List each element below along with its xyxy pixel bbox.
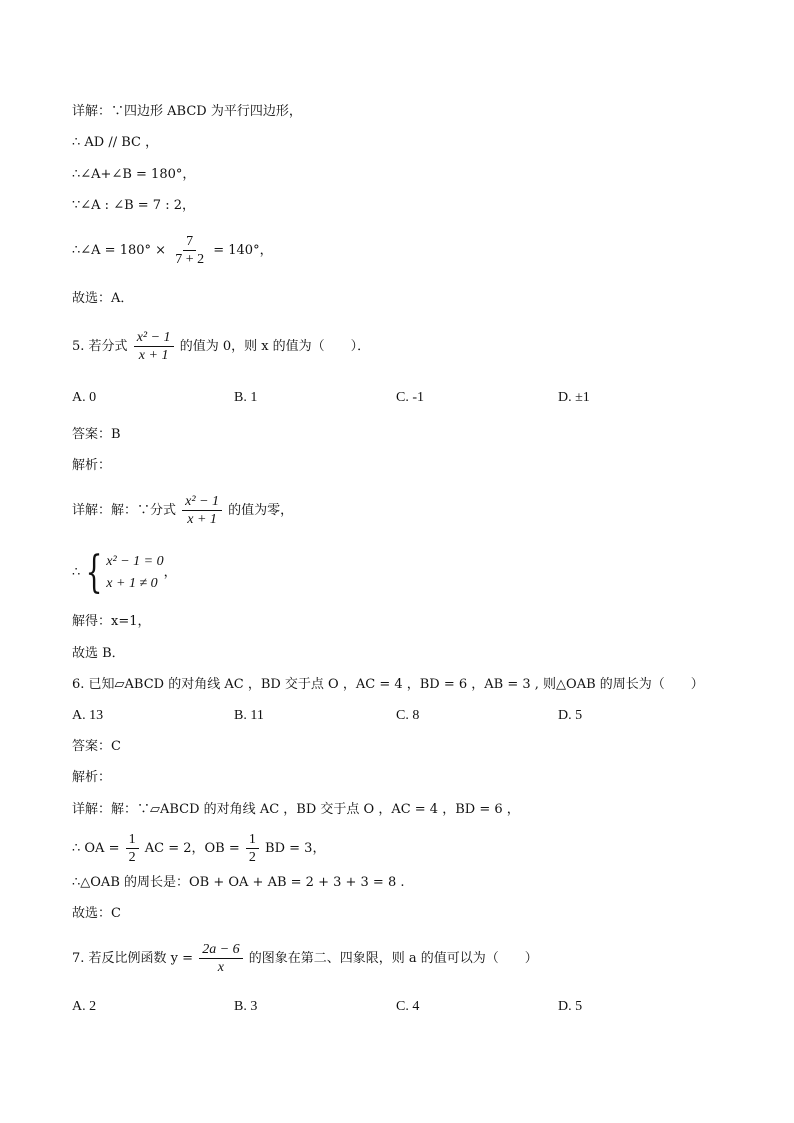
solution-line: ∴∠A+∠B = 180°，: [72, 167, 196, 182]
text: AC = 2，OB =: [144, 841, 240, 856]
numerator: 1: [126, 832, 139, 849]
solution-line: ∴△OAB 的周长是：OB + OA + AB = 2 + 3 + 3 = 8 .: [72, 875, 405, 890]
system-rows: [106, 551, 163, 595]
numerator: x² − 1: [134, 330, 174, 347]
question-text: 的值为 0，则 x 的值为（ ）．: [179, 339, 371, 354]
fraction: [199, 942, 242, 975]
option-a: A. 13: [72, 708, 104, 723]
option-d: D. 5: [558, 708, 583, 723]
equation-system: [72, 547, 177, 598]
solution-line: 详解：解：∵▱ABCD 的对角线 AC ，BD 交于点 O ，AC = 4 ，BD = 6 ，: [72, 802, 520, 817]
fraction: [134, 330, 174, 363]
text: 详解：解：∵分式: [72, 503, 177, 518]
left-brace-icon: {: [85, 547, 103, 598]
system: [72, 547, 177, 598]
system-row: x² − 1 = 0: [106, 554, 164, 569]
option-c: C. -1: [396, 390, 424, 405]
question-text: 7. 若反比例函数 y =: [72, 951, 194, 966]
solution-line-fraction: [72, 234, 273, 267]
numerator: 2a − 6: [199, 942, 242, 959]
question-text: 的图象在第二、四象限，则 a 的值可以为（ ）: [248, 951, 538, 966]
denominator: 7 + 2: [175, 252, 205, 267]
question-text: 5. 若分式: [72, 339, 128, 354]
therefore-symbol: ∴: [72, 565, 81, 580]
solution-line: 详解：∵四边形 ABCD 为平行四边形，: [72, 104, 302, 119]
text: BD = 3，: [265, 841, 326, 856]
answer-label: 答案：B: [72, 427, 121, 442]
answer-choice-line: 故选：A．: [72, 291, 134, 306]
option-b: B. 3: [234, 999, 258, 1014]
text: = 140°，: [213, 243, 273, 258]
denominator: 2: [128, 850, 136, 865]
text: ，: [163, 565, 177, 580]
question-6: 6. 已知▱ABCD 的对角线 AC ，BD 交于点 O ，AC = 4 ，BD = 6 ，AB = 3 , 则△OAB 的周长为（ ）: [72, 677, 704, 692]
denominator: 2: [248, 850, 256, 865]
option-b: B. 1: [234, 390, 258, 405]
option-d: D. ±1: [558, 390, 590, 405]
option-d: D. 5: [558, 999, 583, 1014]
numerator: x² − 1: [182, 494, 222, 511]
denominator: x + 1: [138, 348, 169, 363]
numerator: 1: [246, 832, 259, 849]
fraction: [172, 234, 207, 267]
system-row: x + 1 ≠ 0: [106, 576, 158, 591]
analysis-label: 解析：: [72, 770, 112, 785]
answer-label: 答案：C: [72, 739, 121, 754]
text: 的值为零，: [228, 503, 294, 518]
question-5: [72, 330, 370, 363]
option-a: A. 0: [72, 390, 97, 405]
solution-line: ∴ AD // BC ，: [72, 135, 159, 150]
answer-choice-line: 故选：C: [72, 906, 121, 921]
text: ∴∠A = 180° ×: [72, 243, 167, 258]
solution-line: ∵∠A : ∠B = 7 : 2，: [72, 198, 195, 213]
solution-line-fraction: [72, 494, 293, 527]
answer-choice-line: 故选 B．: [72, 646, 125, 661]
question-7: [72, 942, 538, 975]
option-b: B. 11: [234, 708, 264, 723]
option-c: C. 8: [396, 708, 420, 723]
text: ∴ OA =: [72, 841, 120, 856]
option-c: C. 4: [396, 999, 420, 1014]
fraction: [182, 494, 222, 527]
analysis-label: 解析：: [72, 458, 112, 473]
denominator: x + 1: [187, 512, 217, 527]
solution-line: 解得：x=1，: [72, 614, 151, 629]
fraction: [246, 832, 259, 865]
option-a: A. 2: [72, 999, 97, 1014]
fraction: [126, 832, 139, 865]
denominator: x: [217, 960, 225, 975]
numerator: 7: [183, 234, 196, 251]
solution-line-fraction: [72, 832, 325, 865]
